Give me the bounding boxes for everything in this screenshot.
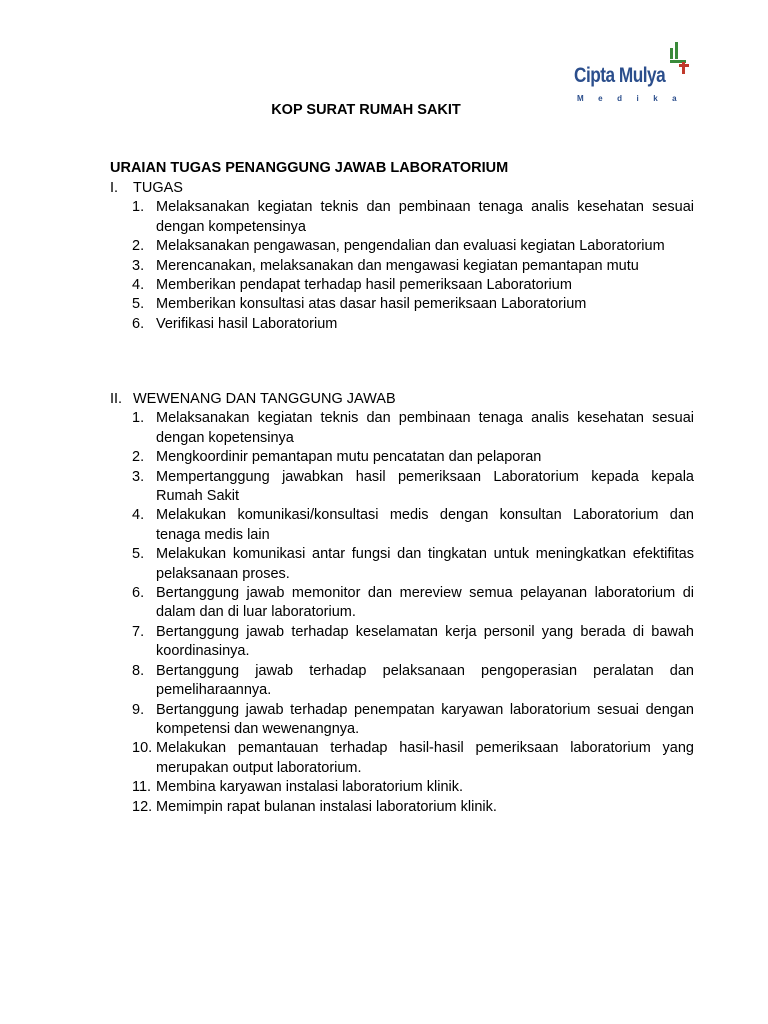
- item-text: Bertanggung jawab memonitor dan mereview semua pelayanan laboratorium di dalam dan di luar laboratorium.: [156, 585, 694, 621]
- item-text: Melakukan komunikasi antar fungsi dan tingkatan untuk meningkatkan efektifitas pelaksanaan proses.: [156, 546, 694, 582]
- section-header: [110, 179, 694, 198]
- item-number: 5.: [132, 296, 145, 313]
- item-text: Verifikasi hasil Laboratorium: [156, 315, 338, 332]
- item-number: 5.: [132, 546, 145, 563]
- item-number: 10.: [132, 740, 153, 757]
- item-number: 6.: [132, 585, 145, 602]
- list-item: [110, 295, 694, 314]
- list-item: [110, 448, 694, 467]
- section-title: TUGAS: [133, 180, 183, 196]
- item-text: Melaksanakan kegiatan teknis dan pembinaan tenaga analis kesehatan sesuai dengan kompetensinya: [156, 199, 694, 235]
- item-number: 6.: [132, 315, 145, 332]
- logo-name: Cipta Mulya: [574, 64, 666, 87]
- item-text: Bertanggung jawab terhadap keselamatan kerja personil yang berada di bawah koordinasinya.: [156, 623, 694, 660]
- item-number: 11.: [132, 779, 152, 796]
- list-item: [110, 315, 694, 334]
- item-text: Melakukan komunikasi/konsultasi medis dengan konsultan Laboratorium dan tenaga medis lain: [156, 507, 694, 543]
- item-text: Melaksanakan kegiatan teknis dan pembinaan tenaga analis kesehatan sesuai dengan kopetensinya: [156, 410, 694, 446]
- document-heading: URAIAN TUGAS PENANGGUNG JAWAB LABORATORIUM: [110, 160, 509, 176]
- list-item: [110, 257, 694, 276]
- section-number: II.: [110, 391, 123, 407]
- item-number: 12.: [132, 798, 153, 815]
- list-item: [110, 545, 694, 584]
- item-number: 8.: [132, 662, 145, 679]
- letterhead-title: KOP SURAT RUMAH SAKIT: [271, 102, 461, 118]
- list-item: [110, 798, 694, 817]
- list-item: [110, 584, 694, 623]
- item-text: Membina karyawan instalasi laboratorium klinik.: [156, 779, 464, 796]
- item-text: Melakukan pemantauan terhadap hasil-hasil pemeriksaan laboratorium yang merupakan output laboratorium.: [156, 740, 694, 776]
- item-number: 3.: [132, 257, 145, 274]
- section-wewenang: [110, 390, 694, 817]
- item-number: 1.: [132, 410, 145, 427]
- item-text: Mempertanggung jawabkan hasil pemeriksaan Laboratorium kepada kepala Rumah Sakit: [156, 468, 694, 505]
- list-item: [110, 237, 694, 256]
- item-text: Memberikan pendapat terhadap hasil pemeriksaan Laboratorium: [156, 277, 572, 294]
- item-text: Bertanggung jawab terhadap pelaksanaan pengoperasian peralatan dan pemeliharaannya.: [156, 662, 694, 699]
- list-item: [110, 506, 694, 545]
- list-item: [110, 198, 694, 237]
- item-text: Bertanggung jawab terhadap penempatan karyawan laboratorium sesuai dengan kompetensi dan wewenangnya.: [156, 701, 694, 737]
- section-header: [110, 390, 694, 409]
- item-number: 9.: [132, 701, 145, 718]
- list-item: [110, 701, 694, 740]
- logo-subtitle: Medika: [577, 94, 692, 103]
- section-tugas: [110, 179, 694, 334]
- logo-bars-icon: [670, 42, 694, 76]
- list-item: [110, 778, 694, 797]
- item-number: 2.: [132, 449, 145, 466]
- task-list: [110, 198, 694, 334]
- responsibility-list: [110, 409, 694, 817]
- item-number: 4.: [132, 277, 145, 294]
- item-number: 2.: [132, 238, 145, 255]
- list-item: [110, 409, 694, 448]
- item-number: 3.: [132, 468, 145, 485]
- section-title: WEWENANG DAN TANGGUNG JAWAB: [133, 391, 396, 407]
- list-item: [110, 662, 694, 701]
- item-text: Merencanakan, melaksanakan dan mengawasi kegiatan pemantapan mutu: [156, 257, 639, 274]
- item-number: 7.: [132, 623, 145, 640]
- item-text: Mengkoordinir pemantapan mutu pencatatan dan pelaporan: [156, 449, 542, 466]
- list-item: [110, 468, 694, 507]
- list-item: [110, 276, 694, 295]
- item-number: 1.: [132, 199, 145, 216]
- item-text: Memimpin rapat bulanan instalasi laboratorium klinik.: [156, 798, 497, 815]
- list-item: [110, 739, 694, 778]
- item-text: Memberikan konsultasi atas dasar hasil pemeriksaan Laboratorium: [156, 296, 587, 313]
- hospital-logo: [572, 42, 694, 106]
- section-number: I.: [110, 180, 119, 196]
- item-number: 4.: [132, 507, 145, 524]
- item-text: Melaksanakan pengawasan, pengendalian dan evaluasi kegiatan Laboratorium: [156, 238, 665, 255]
- list-item: [110, 623, 694, 662]
